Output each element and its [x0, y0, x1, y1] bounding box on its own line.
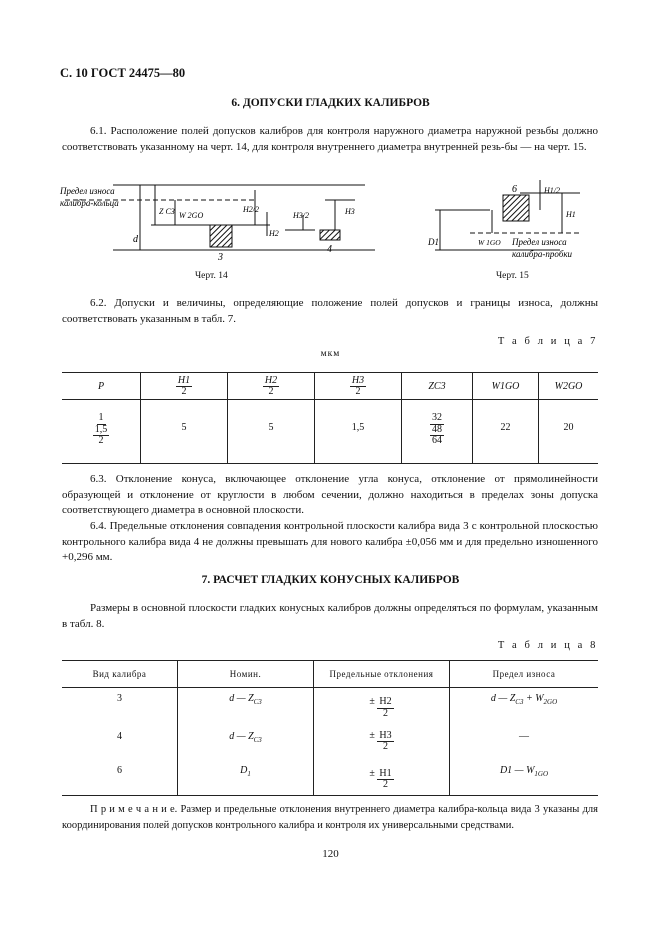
- t8-head-nom: Номин.: [178, 661, 314, 688]
- fig14-wear-label-2: калибра-кольца: [60, 198, 119, 208]
- t7-col-p: P: [97, 380, 105, 392]
- t8-nom-3: d — Z: [229, 693, 254, 704]
- fig14-h2half-label: H2/2: [243, 205, 259, 214]
- t8-nom-3-sub: C3: [253, 698, 262, 706]
- t8-dev-4-sign: ±: [369, 729, 375, 741]
- t8-wear-4: —: [450, 726, 599, 760]
- fig15-wear-label-1: Предел износа: [512, 237, 567, 247]
- paragraph-6-2: 6.2. Допуски и величины, определяющие положение полей допусков и границы износа, должны соответствовать указанным в табл. 7.: [62, 297, 598, 325]
- t7-col-h3-den: 2: [355, 386, 361, 397]
- t7-h3-half: 1,5: [315, 400, 402, 464]
- t7-zc3-64: 64: [432, 435, 442, 446]
- t7-col-h2-num: H2: [264, 374, 278, 386]
- t7-col-w1go: W1GO: [491, 380, 520, 392]
- fig14-gauge-3: 3: [218, 252, 223, 263]
- page-header: С. 10 ГОСТ 24475—80: [60, 66, 186, 80]
- t7-w2go: 20: [539, 400, 599, 464]
- t8-wear-6: D1 — W: [499, 764, 535, 776]
- table-8-note: П р и м е ч а н и е. Размер и предельные отклонения внутреннего диаметра калибра-кольца вида 3 указаны для координирования полей допусков контрольного калибра и контроля их универсальными средствами.: [62, 804, 598, 831]
- fig14-h3half-label: H3/2: [293, 211, 309, 220]
- t8-row-6: [62, 760, 598, 796]
- t8-dev-6-sign: ±: [369, 767, 375, 779]
- fig14-wear-label-1: Предел износа: [60, 186, 115, 196]
- t8-wear-3: d — Z: [490, 693, 516, 704]
- t8-dev-3-den: 2: [382, 707, 388, 719]
- figure-14-caption: Черт. 14: [195, 271, 228, 281]
- t8-row-3: [62, 688, 598, 726]
- t7-col-w2go: W2GO: [554, 380, 583, 392]
- t8-dev-6-den: 2: [382, 779, 388, 790]
- t7-p-1: 1: [98, 412, 104, 423]
- t8-head-dev: Предельные отклонения: [314, 661, 450, 688]
- fig15-d1-label: D1: [428, 237, 439, 247]
- t7-w1go: 22: [473, 400, 539, 464]
- fig15-wear-label-2: калибра-пробки: [512, 249, 573, 259]
- t8-nom-4: d — Z: [229, 730, 254, 742]
- t8-dev-3-sign: ±: [369, 696, 375, 707]
- t7-p-2: 2: [98, 435, 104, 446]
- t8-nom-4-sub: C3: [253, 735, 262, 744]
- section-7-title: 7. РАСЧЕТ ГЛАДКИХ КОНУСНЫХ КАЛИБРОВ: [201, 574, 460, 586]
- fig15-w1go-label: W 1GO: [478, 238, 501, 247]
- table-7-label: Т а б л и ц а 7: [497, 336, 598, 347]
- t8-nom-6-sub: 1: [247, 769, 251, 778]
- t8-wear-3-tail-sub: 2GO: [543, 698, 558, 706]
- fig14-zc3-label: Z C3: [159, 207, 175, 216]
- t8-dev-4-num: H3: [379, 729, 392, 741]
- paragraph-7-1: Размеры в основной плоскости гладких конусных калибров должны определяться по формулам, указанным в табл. 8.: [62, 602, 598, 630]
- t7-col-h2-den: 2: [268, 386, 274, 397]
- fig14-h2-label: H2: [269, 229, 279, 238]
- table-8-label: Т а б л и ц а 8: [497, 640, 598, 651]
- t8-wear-3-sub: C3: [515, 698, 524, 706]
- fig15-h1half-label: H1/2: [544, 186, 560, 195]
- t8-dev-6-num: H1: [379, 767, 392, 779]
- t7-h2-half: 5: [228, 400, 315, 464]
- t7-col-h1-num: H1: [177, 374, 191, 386]
- fig15-gauge-6: 6: [512, 184, 517, 195]
- table-8: [62, 660, 598, 796]
- paragraph-6-1: 6.1. Расположение полей допусков калибров для контроля наружного диаметра наружной резьбы должно соответствовать указанному на черт. 14, для контроля внутреннего диаметра внутренней резь-бы — на черт. 15.: [62, 125, 598, 153]
- fig14-h3-label: H3: [345, 207, 355, 216]
- t7-col-h3-num: H3: [351, 374, 365, 386]
- paragraph-6-3: 6.3. Отклонение конуса, включающее отклонение угла конуса, отклонение от прямолинейности образующей и отклонение от круглости в любом сечении, должно находиться в пределах зоны допуска соответствующего диаметра в основной плоскости.: [62, 473, 598, 516]
- t8-dev-3-num: H2: [379, 696, 392, 707]
- t7-zc3-48: 48: [432, 423, 442, 435]
- t8-nom-6: D: [240, 764, 248, 776]
- fig15-h1-label: H1: [566, 210, 576, 219]
- fig14-w2go-label: W 2GO: [179, 211, 204, 220]
- table-7: [62, 372, 598, 464]
- t8-head-kind: Вид калибра: [92, 669, 147, 679]
- t7-h1-half: 5: [141, 400, 228, 464]
- t8-head-wear: Предел износа: [450, 661, 599, 688]
- t7-col-h1-den: 2: [181, 386, 187, 397]
- t7-p-1-5: 1,5: [94, 423, 108, 435]
- paragraph-6-4: 6.4. Предельные отклонения совпадения контрольной плоскости калибра вида 3 с контрольной плоскостью контрольного калибра вида 4 не должны превышать для нового калибра ±0,056 мм и для предельно изношенного +0,296 мм.: [62, 520, 598, 563]
- t8-kind-3: 3: [117, 693, 122, 704]
- figure-15-caption: Черт. 15: [496, 271, 529, 281]
- t8-wear-6-sub: 1GO: [534, 769, 549, 778]
- fig14-d-label: d: [133, 234, 138, 245]
- t8-dev-4-den: 2: [382, 741, 388, 752]
- t8-row-4: [62, 726, 598, 760]
- t8-kind-6: 6: [117, 764, 122, 776]
- page-number: 120: [322, 848, 339, 860]
- t8-kind-4: 4: [117, 730, 122, 742]
- fig14-gauge-4: 4: [327, 244, 332, 255]
- figure-15-diagram: [420, 165, 600, 275]
- table-7-unit: мкм: [320, 349, 341, 359]
- t8-wear-3-tail: + W: [525, 693, 544, 704]
- t7-col-zc3: ZC3: [428, 380, 446, 392]
- section-6-title: 6. ДОПУСКИ ГЛАДКИХ КАЛИБРОВ: [231, 97, 430, 109]
- t7-zc3-32: 32: [432, 412, 442, 423]
